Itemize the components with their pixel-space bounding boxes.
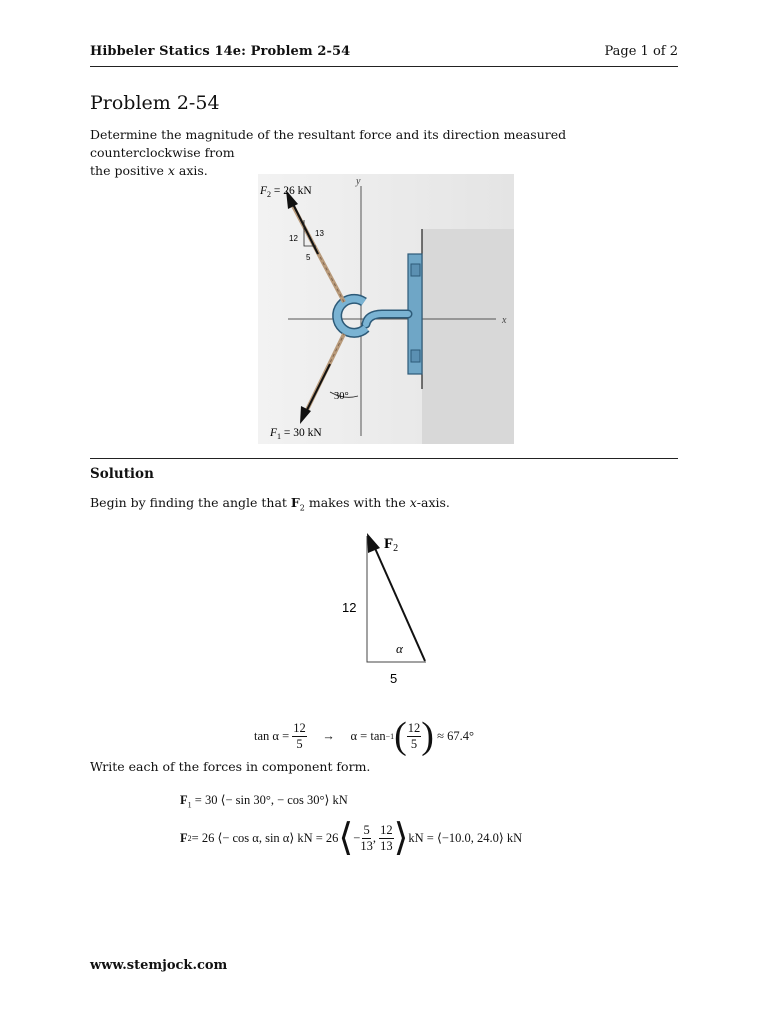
equation-tan-alpha: tan α = $\frac{12}{5}$ → α = tan −1 ( $\frac{12}{5}$ ) ≈ 67.4°	[254, 715, 474, 757]
equation-f2: F 2 = 26 ⟨− cos α, sin α⟩ kN = 26 ⟨ − $\frac{5}{13}$ , $\frac{12}{13}$ ⟩ kN = ⟨−10.0, 24.0⟩ kN	[180, 817, 523, 859]
components-intro: Write each of the forces in component form.	[90, 759, 371, 774]
triangle-svg	[330, 528, 450, 688]
frac-12-13: $\frac{12}{13}$	[380, 822, 393, 853]
problem-title: Problem 2-54	[90, 92, 220, 114]
footer-website: www.stemjock.com	[90, 958, 228, 973]
triangle-label-12: 12	[289, 234, 298, 243]
solution-intro: Begin by finding the angle that $F_2$ makes with the x-axis.	[90, 495, 450, 513]
frac-5-13: $\frac{5}{13}$	[360, 822, 373, 853]
f1-label: $F_1 = 30$ kN	[270, 427, 322, 441]
triangle-alpha: α	[396, 641, 403, 656]
bolt-top	[411, 264, 420, 276]
equation-f1: $F_1 = 30$ ⟨− sin 30°, − cos 30°⟩ kN	[180, 793, 348, 810]
solution-heading: Solution	[90, 466, 154, 482]
frac-12-5-b: $\frac{12}{5}$	[407, 720, 421, 751]
header-title: Hibbeler Statics 14e: Problem 2-54	[90, 44, 351, 59]
y-axis-label: y	[356, 176, 361, 187]
solution-rule	[90, 458, 678, 459]
header-rule	[90, 66, 678, 67]
triangle-label-13: 13	[315, 229, 324, 238]
triangle-diagram	[330, 528, 450, 688]
page-number: Page 1 of 2	[604, 44, 678, 59]
angle-30-label: 30°	[334, 391, 349, 402]
triangle-side-5: 5	[390, 671, 398, 686]
problem-figure	[258, 174, 514, 444]
problem-statement-line1: Determine the magnitude of the resultant force and its direction measured counterclockwise from	[90, 127, 567, 160]
triangle-f2-label: $F_2$	[384, 536, 399, 554]
problem-statement: Determine the magnitude of the resultant force and its direction measured counterclockwise from the positive x axis.	[90, 127, 567, 178]
bolt-bottom	[411, 350, 420, 362]
problem-figure-svg	[258, 174, 514, 444]
f2-vector-head	[367, 533, 380, 553]
x-axis-label: x	[502, 315, 507, 326]
triangle-side-12: 12	[342, 600, 357, 615]
frac-12-5: $\frac{12}{5}$	[293, 720, 306, 751]
f2-label: $F_2 = 26$ kN	[260, 185, 312, 199]
wall-shade	[422, 229, 514, 444]
triangle-label-5: 5	[306, 253, 311, 262]
